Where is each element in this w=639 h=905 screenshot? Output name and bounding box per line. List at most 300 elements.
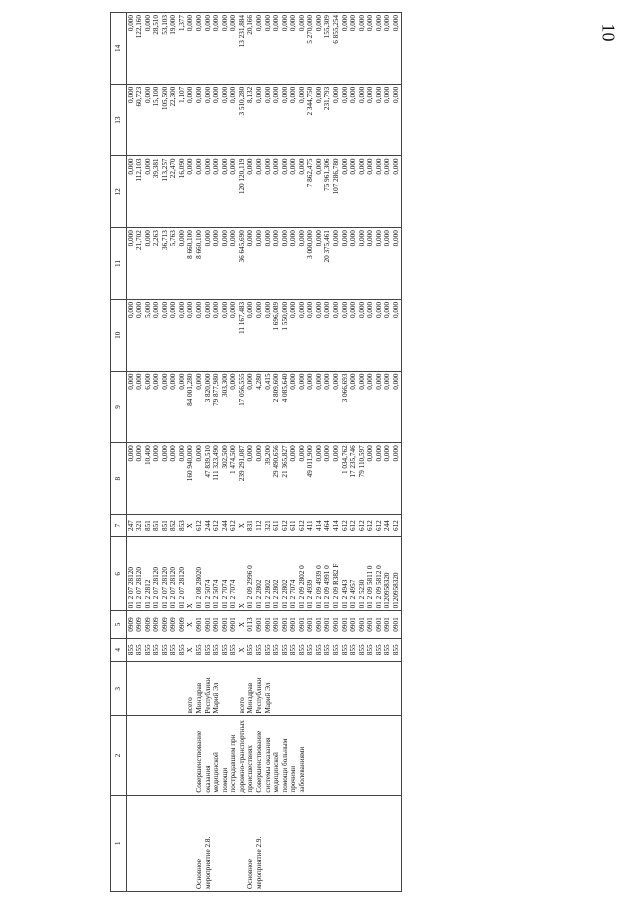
cell-amount-col-8: 0,000	[290, 443, 299, 515]
cell-section: 0901	[367, 611, 376, 638]
cell-description	[127, 716, 136, 795]
cell-amount-col-11: 8 660,100	[196, 228, 205, 300]
cell-amount-col-13: 0,000	[144, 84, 153, 156]
cell-amount-col-10: 0,000	[290, 299, 299, 371]
cell-amount-col-10: 0,000	[127, 299, 136, 371]
cell-grbs: 855	[315, 638, 324, 661]
cell-target-article: 01 2 2802	[273, 537, 282, 611]
cell-grbs: 855	[161, 638, 170, 661]
cell-responsible: Республики	[255, 662, 264, 716]
cell-event	[221, 795, 230, 891]
cell-amount-col-10: 0,000	[333, 299, 342, 371]
cell-amount-col-9: 0,000	[375, 371, 384, 443]
cell-event	[290, 795, 299, 891]
cell-section: 0901	[324, 611, 333, 638]
cell-amount-col-11: 0,000	[358, 228, 367, 300]
cell-target-article: X	[187, 537, 196, 611]
cell-amount-col-10: 0,000	[161, 299, 170, 371]
cell-responsible: Минздрав	[247, 662, 256, 716]
cell-target-article: 01 2 4939	[307, 537, 316, 611]
cell-section: 0909	[170, 611, 179, 638]
cell-amount-col-8: 17 235,746	[350, 443, 359, 515]
cell-amount-col-9: 4,280	[255, 371, 264, 443]
cell-event	[170, 795, 179, 891]
cell-expense-type: 612	[341, 514, 350, 536]
column-header-14: 14	[111, 13, 127, 85]
cell-target-article: 01 2 07 28120	[153, 537, 162, 611]
table-row	[255, 13, 264, 892]
cell-event	[333, 795, 342, 891]
cell-amount-col-14: 0,000	[384, 13, 393, 85]
cell-expense-type: 612	[281, 514, 290, 536]
cell-amount-col-10: 0,000	[204, 299, 213, 371]
cell-amount-col-12: 0,000	[196, 156, 205, 228]
cell-expense-type: 612	[350, 514, 359, 536]
cell-target-article: 01 2 7074	[230, 537, 239, 611]
cell-amount-col-10: 0,000	[255, 299, 264, 371]
cell-description	[358, 716, 367, 795]
table-row	[273, 13, 282, 892]
cell-amount-col-9: 0,000	[298, 371, 307, 443]
cell-amount-col-11: 0,000	[144, 228, 153, 300]
cell-event	[392, 795, 401, 891]
cell-amount-col-8: 1 474,500	[230, 443, 239, 515]
cell-description	[384, 716, 393, 795]
cell-responsible	[324, 662, 333, 716]
cell-amount-col-12: 0,000	[127, 156, 136, 228]
cell-description: пострадавшим при	[230, 716, 239, 795]
cell-target-article: 01 2 7074	[221, 537, 230, 611]
cell-amount-col-13: 8,132	[247, 84, 256, 156]
cell-amount-col-11: 5,763	[170, 228, 179, 300]
cell-responsible	[367, 662, 376, 716]
table-header-row	[111, 13, 127, 892]
cell-amount-col-13: 0,000	[230, 84, 239, 156]
cell-event	[161, 795, 170, 891]
cell-target-article: 01 2 5074	[204, 537, 213, 611]
cell-amount-col-13: 0,000	[204, 84, 213, 156]
cell-amount-col-12: 0,000	[213, 156, 222, 228]
cell-responsible: Марий Эл	[213, 662, 222, 716]
cell-description: системы оказания	[264, 716, 273, 795]
cell-amount-col-12: 0,000	[384, 156, 393, 228]
cell-responsible: всего	[238, 662, 247, 716]
cell-event	[144, 795, 153, 891]
cell-description	[161, 716, 170, 795]
cell-expense-type: 321	[264, 514, 273, 536]
cell-grbs: 855	[178, 638, 187, 661]
cell-amount-col-10: 0,000	[170, 299, 179, 371]
cell-grbs: 855	[127, 638, 136, 661]
cell-expense-type: 411	[307, 514, 316, 536]
cell-section: 0901	[350, 611, 359, 638]
cell-description: дорожно-транспортных	[238, 716, 247, 795]
cell-grbs: 855	[324, 638, 333, 661]
cell-amount-col-11: 36 645,690	[238, 228, 247, 300]
cell-event	[264, 795, 273, 891]
cell-target-article: 01 2 09 5812 0	[375, 537, 384, 611]
cell-grbs: 855	[153, 638, 162, 661]
cell-amount-col-11: 21,702	[136, 228, 145, 300]
cell-amount-col-10: 1 550,000	[281, 299, 290, 371]
cell-grbs: 855	[221, 638, 230, 661]
cell-event	[384, 795, 393, 891]
cell-section: 0901	[298, 611, 307, 638]
cell-amount-col-9: 0,000	[367, 371, 376, 443]
cell-amount-col-11: 0,000	[350, 228, 359, 300]
cell-description	[153, 716, 162, 795]
cell-section: X	[187, 611, 196, 638]
rotated-table-container	[110, 12, 580, 892]
cell-amount-col-9: 3 066,693	[341, 371, 350, 443]
cell-event	[341, 795, 350, 891]
cell-amount-col-14: 0,000	[290, 13, 299, 85]
cell-description	[375, 716, 384, 795]
cell-event	[350, 795, 359, 891]
cell-amount-col-14: 19,000	[170, 13, 179, 85]
cell-event	[367, 795, 376, 891]
table-row	[333, 13, 342, 892]
cell-amount-col-12: 0,000	[264, 156, 273, 228]
cell-amount-col-9: 0,000	[136, 371, 145, 443]
cell-grbs: 855	[136, 638, 145, 661]
cell-expense-type: 851	[161, 514, 170, 536]
cell-amount-col-12: 0,000	[221, 156, 230, 228]
cell-amount-col-9: 79 877,980	[213, 371, 222, 443]
cell-amount-col-11: 0,000	[264, 228, 273, 300]
cell-amount-col-11: 0,000	[213, 228, 222, 300]
cell-amount-col-13: 3 510,280	[238, 84, 247, 156]
cell-amount-col-8: 47 839,510	[204, 443, 213, 515]
cell-section: 0113	[247, 611, 256, 638]
cell-description: медицинской	[273, 716, 282, 795]
cell-amount-col-14: 0,000	[341, 13, 350, 85]
cell-expense-type: 464	[324, 514, 333, 536]
cell-event	[298, 795, 307, 891]
cell-amount-col-10: 0,000	[375, 299, 384, 371]
table-row	[213, 13, 222, 892]
cell-amount-col-11: 0,000	[375, 228, 384, 300]
cell-expense-type: 612	[375, 514, 384, 536]
cell-amount-col-12: 0,000	[392, 156, 401, 228]
cell-amount-col-10: 0,000	[178, 299, 187, 371]
cell-amount-col-14: 1,377	[178, 13, 187, 85]
cell-expense-type: 612	[196, 514, 205, 536]
cell-amount-col-9: 0,000	[307, 371, 316, 443]
cell-amount-col-9: 84 001,280	[187, 371, 196, 443]
cell-amount-col-9: 4 085,640	[281, 371, 290, 443]
column-header-9: 9	[111, 371, 127, 443]
cell-grbs: 855	[298, 638, 307, 661]
table-row	[153, 13, 162, 892]
cell-description	[333, 716, 342, 795]
cell-amount-col-10: 0,000	[187, 299, 196, 371]
cell-responsible	[273, 662, 282, 716]
cell-amount-col-14: 0,000	[350, 13, 359, 85]
column-header-5: 5	[111, 611, 127, 638]
cell-amount-col-8: 1 034,762	[341, 443, 350, 515]
cell-amount-col-11: 0,000	[392, 228, 401, 300]
cell-amount-col-14: 0,000	[221, 13, 230, 85]
cell-expense-type: 612	[392, 514, 401, 536]
cell-amount-col-10: 11 167,483	[238, 299, 247, 371]
cell-expense-type: 244	[221, 514, 230, 536]
cell-amount-col-8: 0,000	[298, 443, 307, 515]
cell-expense-type: 853	[178, 514, 187, 536]
cell-amount-col-14: 0,000	[358, 13, 367, 85]
cell-description	[315, 716, 324, 795]
cell-target-article: 01 2 09 4991 0	[324, 537, 333, 611]
cell-event: Основное	[196, 795, 205, 891]
cell-amount-col-9: 0,000	[196, 371, 205, 443]
cell-amount-col-12: 22,470	[170, 156, 179, 228]
cell-amount-col-13: 0,000	[367, 84, 376, 156]
cell-amount-col-11: 0,000	[127, 228, 136, 300]
cell-amount-col-9: 2 809,600	[273, 371, 282, 443]
cell-amount-col-14: 28,510	[153, 13, 162, 85]
cell-amount-col-9: 303,300	[221, 371, 230, 443]
cell-section: 0909	[178, 611, 187, 638]
cell-amount-col-10: 1 696,089	[273, 299, 282, 371]
cell-amount-col-11: 0,000	[230, 228, 239, 300]
cell-grbs: 855	[213, 638, 222, 661]
cell-description: происшествиях	[247, 716, 256, 795]
cell-event	[230, 795, 239, 891]
cell-event: мероприятие 2.9.	[255, 795, 264, 891]
cell-amount-col-9: 0,000	[290, 371, 299, 443]
cell-description: заболеваниями	[298, 716, 307, 795]
cell-amount-col-9: 0,000	[392, 371, 401, 443]
cell-amount-col-9: 3 820,000	[204, 371, 213, 443]
cell-target-article: 01 2 09 R382 F	[333, 537, 342, 611]
cell-target-article: 0120958320	[392, 537, 401, 611]
cell-responsible	[281, 662, 290, 716]
cell-grbs: 855	[230, 638, 239, 661]
cell-responsible	[136, 662, 145, 716]
cell-amount-col-13: 0,000	[384, 84, 393, 156]
cell-amount-col-9: 0,000	[333, 371, 342, 443]
column-header-4: 4	[111, 638, 127, 661]
cell-grbs: 855	[264, 638, 273, 661]
cell-amount-col-13: 22,300	[170, 84, 179, 156]
cell-grbs: 855	[144, 638, 153, 661]
cell-amount-col-13: 1,107	[178, 84, 187, 156]
cell-event	[375, 795, 384, 891]
cell-responsible	[290, 662, 299, 716]
cell-amount-col-11: 0,000	[247, 228, 256, 300]
cell-amount-col-14: 0,000	[187, 13, 196, 85]
cell-responsible	[221, 662, 230, 716]
cell-amount-col-8: 0,000	[127, 443, 136, 515]
cell-section: 0901	[255, 611, 264, 638]
cell-amount-col-11: 20 375,461	[324, 228, 333, 300]
cell-amount-col-13: 0,000	[255, 84, 264, 156]
cell-description: Совершенствование	[196, 716, 205, 795]
cell-amount-col-11: 0,000	[178, 228, 187, 300]
cell-target-article: 01 2 4943	[341, 537, 350, 611]
cell-event	[273, 795, 282, 891]
cell-amount-col-14: 0,000	[392, 13, 401, 85]
cell-amount-col-14: 0,000	[367, 13, 376, 85]
column-header-6: 6	[111, 537, 127, 611]
column-header-7: 7	[111, 514, 127, 536]
cell-expense-type: 851	[153, 514, 162, 536]
cell-expense-type: 247	[127, 514, 136, 536]
cell-grbs: 855	[204, 638, 213, 661]
cell-target-article: 01 2 4957	[350, 537, 359, 611]
table-row	[136, 13, 145, 892]
cell-amount-col-10: 0,000	[358, 299, 367, 371]
cell-amount-col-8: 0,000	[161, 443, 170, 515]
cell-section: 0901	[290, 611, 299, 638]
cell-section: X	[238, 611, 247, 638]
cell-amount-col-10: 0,000	[136, 299, 145, 371]
cell-grbs: 855	[350, 638, 359, 661]
cell-amount-col-10: 0,000	[367, 299, 376, 371]
cell-amount-col-14: 122,160	[136, 13, 145, 85]
cell-target-article: 01 2 08 28020	[196, 537, 205, 611]
cell-amount-col-14: 0,000	[144, 13, 153, 85]
cell-amount-col-14: 155,309	[324, 13, 333, 85]
cell-responsible	[153, 662, 162, 716]
cell-responsible	[170, 662, 179, 716]
cell-responsible: Республики	[204, 662, 213, 716]
cell-description	[170, 716, 179, 795]
cell-expense-type: 852	[170, 514, 179, 536]
column-header-13: 13	[111, 84, 127, 156]
cell-responsible	[127, 662, 136, 716]
cell-amount-col-14: 0,000	[230, 13, 239, 85]
cell-section: 0901	[392, 611, 401, 638]
cell-section: 0901	[341, 611, 350, 638]
cell-amount-col-12: 0,000	[230, 156, 239, 228]
cell-amount-col-13: 0,000	[213, 84, 222, 156]
cell-amount-col-13: 231,793	[324, 84, 333, 156]
column-header-8: 8	[111, 443, 127, 515]
cell-expense-type: 612	[213, 514, 222, 536]
cell-expense-type: 611	[273, 514, 282, 536]
cell-amount-col-12: 39,381	[153, 156, 162, 228]
cell-description: медицинской	[213, 716, 222, 795]
cell-amount-col-8: 0,000	[196, 443, 205, 515]
column-header-3: 3	[111, 662, 127, 716]
cell-amount-col-12: 75 961,306	[324, 156, 333, 228]
cell-target-article: 01 2 07 28120	[127, 537, 136, 611]
cell-amount-col-13: 0,000	[290, 84, 299, 156]
cell-description	[350, 716, 359, 795]
cell-amount-col-14: 5 270,000	[307, 13, 316, 85]
cell-responsible	[384, 662, 393, 716]
cell-amount-col-13: 0,000	[127, 84, 136, 156]
cell-amount-col-10: 0,000	[298, 299, 307, 371]
cell-amount-col-14: 0,000	[196, 13, 205, 85]
cell-description: оказания	[204, 716, 213, 795]
cell-description	[367, 716, 376, 795]
cell-amount-col-8: 0,000	[178, 443, 187, 515]
cell-amount-col-10: 0,000	[341, 299, 350, 371]
cell-amount-col-13: 0,000	[375, 84, 384, 156]
cell-amount-col-13: 0,000	[187, 84, 196, 156]
cell-amount-col-13: 0,000	[298, 84, 307, 156]
cell-event	[324, 795, 333, 891]
cell-expense-type: 321	[136, 514, 145, 536]
cell-target-article: 01 2 2802	[264, 537, 273, 611]
cell-amount-col-11: 2,263	[153, 228, 162, 300]
cell-amount-col-13: 15,100	[153, 84, 162, 156]
cell-responsible: всего	[187, 662, 196, 716]
cell-section: 0901	[204, 611, 213, 638]
cell-expense-type: 612	[298, 514, 307, 536]
cell-grbs: 855	[196, 638, 205, 661]
cell-expense-type: X	[187, 514, 196, 536]
cell-event	[213, 795, 222, 891]
cell-section: 0901	[307, 611, 316, 638]
cell-amount-col-8: 0,000	[315, 443, 324, 515]
cell-description: прочими	[290, 716, 299, 795]
cell-amount-col-11: 0,000	[341, 228, 350, 300]
cell-grbs: 855	[273, 638, 282, 661]
cell-target-article: 01 2 5074	[213, 537, 222, 611]
cell-target-article: 01 2 07 28120	[161, 537, 170, 611]
cell-section: 0909	[161, 611, 170, 638]
cell-amount-col-10: 0,000	[213, 299, 222, 371]
cell-event	[153, 795, 162, 891]
cell-amount-col-14: 0,000	[298, 13, 307, 85]
cell-expense-type: X	[238, 514, 247, 536]
cell-amount-col-12: 0,000	[204, 156, 213, 228]
cell-amount-col-11: 0,000	[281, 228, 290, 300]
cell-amount-col-10: 0,000	[230, 299, 239, 371]
cell-amount-col-14: 0,000	[273, 13, 282, 85]
cell-event	[315, 795, 324, 891]
cell-amount-col-8: 0,000	[247, 443, 256, 515]
cell-event	[178, 795, 187, 891]
cell-amount-col-13: 0,000	[333, 84, 342, 156]
cell-grbs: 855	[170, 638, 179, 661]
cell-expense-type: 612	[358, 514, 367, 536]
cell-target-article: 01 2 09 5811 0	[367, 537, 376, 611]
cell-responsible	[315, 662, 324, 716]
cell-amount-col-13: 0,000	[221, 84, 230, 156]
cell-amount-col-8: 0,000	[170, 443, 179, 515]
cell-amount-col-14: 13 231,884	[238, 13, 247, 85]
cell-amount-col-12: 0,000	[367, 156, 376, 228]
cell-expense-type: 851	[144, 514, 153, 536]
cell-amount-col-9: 0,000	[178, 371, 187, 443]
cell-amount-col-12: 0,000	[187, 156, 196, 228]
cell-amount-col-11: 0,000	[221, 228, 230, 300]
cell-responsible	[358, 662, 367, 716]
cell-responsible: Минздрав	[196, 662, 205, 716]
cell-amount-col-11: 0,000	[298, 228, 307, 300]
cell-amount-col-10: 0,000	[153, 299, 162, 371]
cell-grbs: 855	[307, 638, 316, 661]
cell-event	[127, 795, 136, 891]
cell-responsible	[161, 662, 170, 716]
cell-expense-type: 831	[247, 514, 256, 536]
cell-description	[324, 716, 333, 795]
cell-description: помощи	[221, 716, 230, 795]
cell-amount-col-12: 107 286,780	[333, 156, 342, 228]
cell-amount-col-9: 0,000	[315, 371, 324, 443]
cell-amount-col-14: 0,000	[213, 13, 222, 85]
cell-amount-col-14: 0,000	[375, 13, 384, 85]
column-header-11: 11	[111, 228, 127, 300]
cell-section: 0901	[230, 611, 239, 638]
cell-amount-col-10: 0,000	[384, 299, 393, 371]
cell-amount-col-9: 0,000	[170, 371, 179, 443]
cell-responsible	[341, 662, 350, 716]
